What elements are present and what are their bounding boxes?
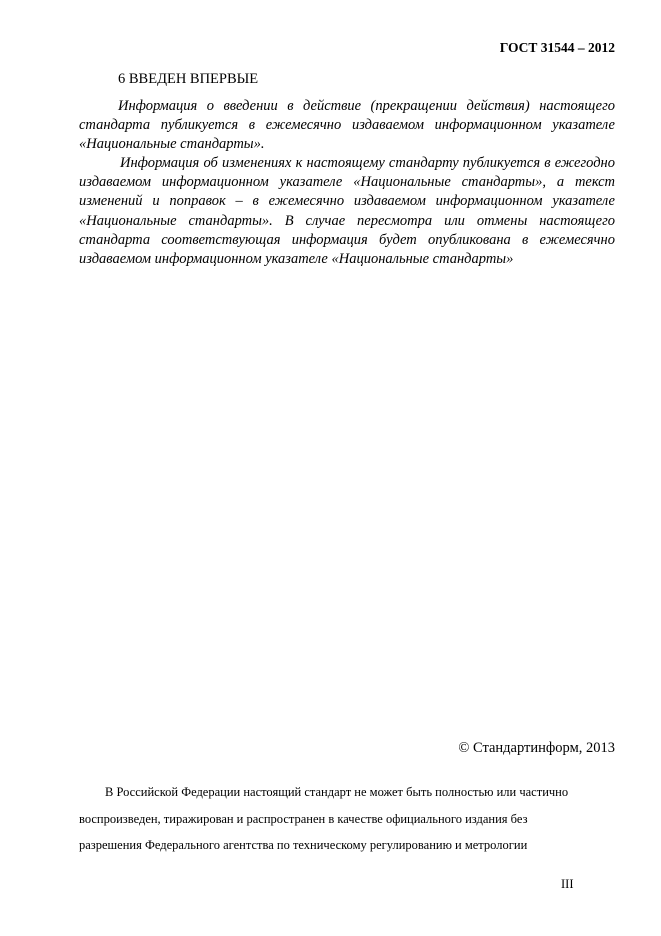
notice-line: разрешения Федерального агентства по техническому регулированию и метрологии [79,838,528,852]
document-code-header: ГОСТ 31544 – 2012 [499,40,615,55]
paragraph-introduction-info: Информация о введении в действие (прекращении действия) настоящего стандарта публикуется в ежемесячно издаваемом информационном указателе «Национальные стандарты». [79,98,615,153]
section-heading: 6 ВВЕДЕН ВПЕРВЫЕ [118,71,259,87]
notice-line: В Российской Федерации настоящий стандарт не может быть полностью или частично [105,785,569,799]
page-number: III [561,877,574,891]
reproduction-notice [79,779,619,859]
paragraph-amendments-info: Информация об изменениях к настоящему стандарту публикуется в ежегодно издаваемом информационном указателе «Национальные стандарты», а текст изменений и поправок – в ежемесячно издаваемом информационном указателе «Национальные стандарты». В случае пересмотра или отмены настоящего стандарта соответствующая информация будет опубликована в ежемесячно издаваемом информационном указателе «Национальные стандарты» [79,155,615,268]
notice-line: воспроизведен, тиражирован и распространен в качестве официального издания без [79,811,528,826]
copyright-notice: © Стандартинформ, 2013 [458,740,615,756]
